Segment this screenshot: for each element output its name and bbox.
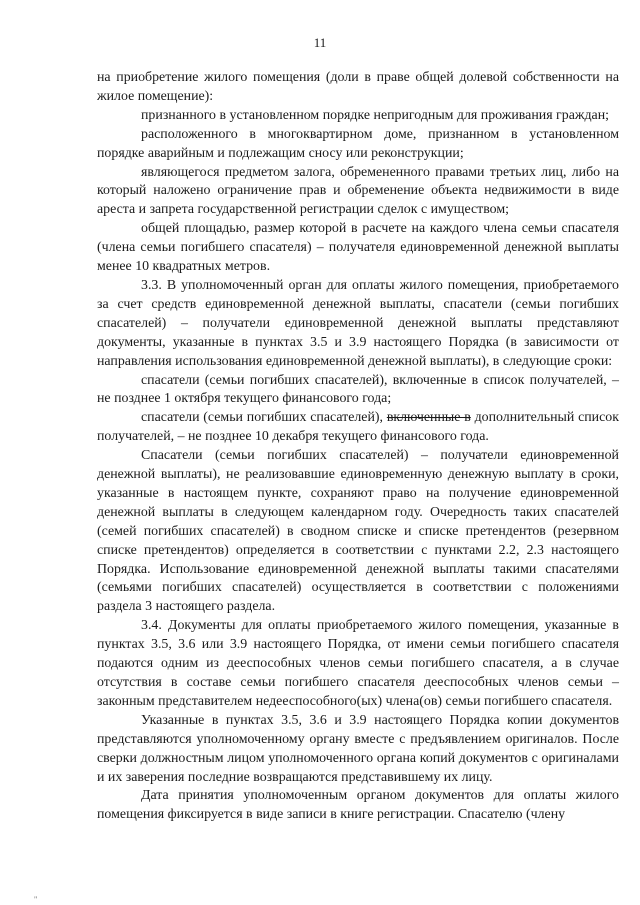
footer-mark: " <box>34 895 38 904</box>
paragraph-deadline-december <box>97 409 619 447</box>
struck-text: включенные в <box>386 410 471 426</box>
paragraph-unfit-housing: признанного в установленном порядке непригодным для проживания граждан; <box>141 107 609 123</box>
paragraph-area-limit: общей площадью, размер которой в расчете на каждого члена семьи спасателя (члена семьи погибшего спасателя) – получателя единовременной денежной выплаты менее 10 квадратных метров. <box>97 221 619 275</box>
paragraph-unrealized-payment: Спасатели (семьи погибших спасателей) – получатели единовременной денежной выплаты), не реализовавшие единовременную денежную выплату в сроки, указанные в настоящем пункте, сохраняют право на получение единовременной денежной выплаты в следующем календарном году. Очередность таких спасателей (семей погибших спасателей) в сводном списке и списке претендентов (резервном списке претендентов) определяется в соответствии с пунктами 2.2, 2.3 настоящего Порядка. Использование единовременной денежной выплаты такими спасателями (семьями погибших спасателей) осуществляется в соответствии с положениями раздела 3 настоящего раздела. <box>97 448 619 615</box>
paragraph-emergency-building: расположенного в многоквартирном доме, признанном в установленном порядке аварийным и подлежащим сносу или реконструкции; <box>97 126 619 161</box>
text-segment: спасатели (семьи погибших спасателей), <box>141 410 387 426</box>
paragraph-deadline-october: спасатели (семьи погибших спасателей), включенные в список получателей, – не позднее 1 октября текущего финансового года; <box>97 372 619 407</box>
paragraph-intro: на приобретение жилого помещения (доли в праве общей долевой собственности на жилое помещение): <box>97 70 619 104</box>
paragraph-pledged-property: являющегося предметом залога, обремененного правами третьих лиц, либо на который наложено ограничение прав и обременение объекта недвижимости в виде ареста и запрета государственной регистрации сделок с имуществом; <box>97 164 619 218</box>
paragraph-document-copies: Указанные в пунктах 3.5, 3.6 и 3.9 настоящего Порядка копии документов представляются уполномоченному органу вместе с предъявлением оригиналов. После сверки должностным лицом уполномоченного органа копий документов с оригиналами и их заверения последние возвращаются представившему их лицу. <box>97 712 619 785</box>
paragraph-section-3-3: 3.3. В уполномоченный орган для оплаты жилого помещения, приобретаемого за счет средств единовременной денежной выплаты, спасатели (семьи погибших спасателей) – получатели единовременной денежной выплаты представляют документы, указанные в пунктах 3.5 и 3.9 настоящего Порядка (в зависимости от направления использования единовременной денежной выплаты), в следующие сроки: <box>97 277 619 369</box>
paragraph-section-3-4: 3.4. Документы для оплаты приобретаемого жилого помещения, указанные в пунктах 3.5, 3.6 или 3.9 настоящего Порядка, от имени семьи погибшего спасателя подаются одним из дееспособных членов семьи погибшего спасателя, а в случае отсутствия в составе семьи погибшего спасателя дееспособных членов семьи – законным представителем недееспособного(ых) члена(ов) семьи погибшего спасателя. <box>97 618 619 709</box>
page-number: 11 <box>313 35 327 50</box>
text-segment: дополнительный список получателей, – не позднее 10 декабря текущего финансового года. <box>97 410 619 445</box>
document-body <box>97 69 619 825</box>
paragraph-acceptance-date: Дата принятия уполномоченным органом документов для оплаты жилого помещения фиксируется в виде записи в книге регистрации. Спасателю (члену <box>97 788 619 823</box>
